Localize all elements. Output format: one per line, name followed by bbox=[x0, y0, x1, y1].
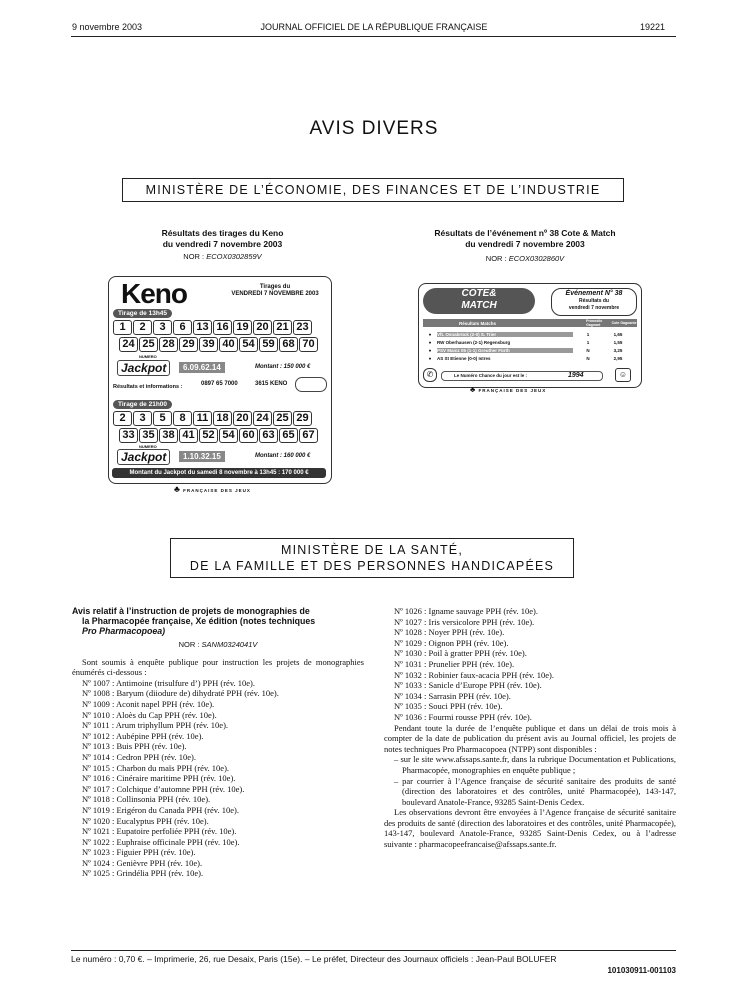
keno-number: 67 bbox=[299, 428, 318, 443]
keno-number: 68 bbox=[279, 337, 298, 352]
header-date: 9 novembre 2003 bbox=[72, 22, 143, 32]
keno-number: 3 bbox=[153, 320, 172, 335]
row-prono: N bbox=[586, 355, 590, 361]
keno-number: 52 bbox=[199, 428, 218, 443]
keno-number: 18 bbox=[213, 411, 232, 426]
keno-number: 60 bbox=[239, 428, 258, 443]
list-item: Nº 1020 : Eucalyptus PPH (rév. 10e). bbox=[82, 815, 209, 826]
keno-number: 19 bbox=[233, 320, 252, 335]
cote-match-logo-line2: MATCH bbox=[461, 300, 497, 311]
draw2-jackpot-number: 1.10.32.15 bbox=[179, 451, 225, 462]
list-item: Nº 1016 : Cinéraire maritime PPH (rév. 10e). bbox=[82, 773, 236, 784]
keno-heading-line1: Résultats des tirages du Keno bbox=[161, 228, 284, 238]
chance-number: 1994 bbox=[568, 372, 584, 379]
draw2-label: Tirage de 21h00 bbox=[113, 400, 172, 409]
cote-match-nor-code: ECOX0302860V bbox=[508, 254, 565, 263]
row-match: PSV Mainz 05 (1-1) Greuther Fürth bbox=[437, 348, 573, 353]
keno-number: 1 bbox=[113, 320, 132, 335]
journal-title: JOURNAL OFFICIEL DE LA RÉPUBLIQUE FRANÇAISE bbox=[260, 22, 488, 32]
keno-fdj-text: FRANÇAISE DES JEUX bbox=[183, 488, 251, 493]
footer-code: 101030911-001103 bbox=[607, 966, 676, 975]
row-prono: N bbox=[586, 347, 590, 353]
col-result: Résultats Matchs bbox=[459, 320, 497, 326]
list-item: Nº 1010 : Aloès du Cap PPH (rév. 10e). bbox=[82, 709, 217, 720]
ministry-economy-box: MINISTÈRE DE L’ÉCONOMIE, DES FINANCES ET DE L’INDUSTRIE bbox=[122, 178, 624, 202]
keno-number: 63 bbox=[259, 428, 278, 443]
avis-nor bbox=[72, 640, 364, 651]
avis-title-line3: Pro Pharmacopoea) bbox=[82, 626, 166, 636]
clover-icon: ♣ bbox=[174, 484, 181, 494]
cote-match-logo-line1: COTE& bbox=[461, 288, 497, 299]
keno-ticket bbox=[108, 276, 332, 484]
row-prono: 1 bbox=[586, 339, 590, 345]
keno-number: 2 bbox=[133, 320, 152, 335]
page-number: 19221 bbox=[640, 22, 666, 32]
draw1-montant: Montant : 150 000 € bbox=[255, 364, 311, 370]
avis-intro: Sont soumis à enquête publique pour instruction les projets de monographies énumérés ci-dessous : bbox=[72, 656, 364, 678]
keno-number: 59 bbox=[259, 337, 278, 352]
row-prono: 1 bbox=[586, 331, 590, 337]
keno-number: 54 bbox=[219, 428, 238, 443]
header-rule bbox=[71, 36, 676, 37]
list-item: Nº 1007 : Antimoine (trisulfure d’) PPH (rév. 10e). bbox=[82, 677, 256, 688]
cote-match-logo bbox=[423, 288, 535, 314]
monograph-list-right bbox=[384, 606, 676, 723]
draw1-row2 bbox=[119, 337, 318, 352]
cote-match-ticket bbox=[418, 283, 642, 388]
keno-number: 38 bbox=[159, 428, 178, 443]
list-item: Nº 1032 : Robinier faux-acacia PPH (rév. 10e). bbox=[394, 669, 554, 680]
row-cote: 1,55 bbox=[613, 339, 623, 345]
draw2-numero-label: NUMERO bbox=[139, 444, 157, 449]
fdj-clover-icon bbox=[295, 377, 327, 392]
keno-number: 24 bbox=[119, 337, 138, 352]
info-minitel: 3615 KENO bbox=[255, 381, 288, 387]
row-match: VfL Osnabrück (2-0) S. Trier bbox=[437, 332, 573, 337]
list-item: Nº 1034 : Sarrasin PPH (rév. 10e). bbox=[394, 690, 511, 701]
keno-nor-label: NOR : bbox=[183, 252, 205, 261]
keno-number: 24 bbox=[253, 411, 272, 426]
draw2-jackpot-logo: Jackpot bbox=[117, 449, 170, 465]
avis-title-line1: Avis relatif à l’instruction de projets de monographies de bbox=[72, 606, 310, 616]
keno-number: 33 bbox=[119, 428, 138, 443]
list-item: Nº 1012 : Aubépine PPH (rév. 10e). bbox=[82, 730, 204, 741]
draw1-row1 bbox=[113, 320, 312, 335]
keno-number: 39 bbox=[199, 337, 218, 352]
keno-logo: Keno bbox=[121, 278, 187, 309]
draw2-row1 bbox=[113, 411, 312, 426]
row-icon: ● bbox=[428, 339, 432, 345]
row-icon: ● bbox=[428, 331, 432, 337]
row-cote: 3,25 bbox=[613, 347, 623, 353]
keno-number: 65 bbox=[279, 428, 298, 443]
list-item: Nº 1036 : Fourmi rousse PPH (rév. 10e). bbox=[394, 711, 532, 722]
monograph-list-left bbox=[72, 678, 364, 879]
keno-number: 28 bbox=[159, 337, 178, 352]
list-item: Nº 1009 : Aconit napel PPH (rév. 10e). bbox=[82, 698, 215, 709]
col-cote: Cote Gagnante bbox=[611, 321, 637, 325]
keno-number: 11 bbox=[193, 411, 212, 426]
jackpot-bottom-bar: Montant du Jackpot du samedi 8 novembre à 13h45 : 170 000 € bbox=[112, 468, 326, 478]
keno-number: 70 bbox=[299, 337, 318, 352]
cote-match-fdj-logo bbox=[470, 385, 546, 394]
row-cote: 2,95 bbox=[613, 355, 623, 361]
keno-tirages-date bbox=[221, 284, 329, 298]
keno-number: 35 bbox=[139, 428, 158, 443]
row-icon: ● bbox=[428, 355, 432, 361]
keno-number: 20 bbox=[253, 320, 272, 335]
info-phone: 0897 65 7000 bbox=[201, 381, 238, 387]
list-item: Nº 1017 : Colchique d’automne PPH (rév. 10e). bbox=[82, 783, 245, 794]
list-item: Nº 1008 : Baryum (diiodure de) dihydraté PPH (rév. 10e). bbox=[82, 688, 279, 699]
list-item: Nº 1013 : Buis PPH (rév. 10e). bbox=[82, 741, 187, 752]
draw1-label: Tirage de 13h45 bbox=[113, 309, 172, 318]
list-item: Nº 1023 : Figuier PPH (rév. 10e). bbox=[82, 847, 196, 858]
keno-number: 21 bbox=[273, 320, 292, 335]
event-number: Événement N° 38 bbox=[565, 290, 623, 297]
row-cote: 1,65 bbox=[613, 331, 623, 337]
row-match: RW Oberhausen (2-1) Regensburg bbox=[437, 339, 511, 345]
list-item: Nº 1027 : Iris versicolore PPH (rév. 10e). bbox=[394, 616, 535, 627]
avis-paragraph-1: Pendant toute la durée de l’enquête publique et dans un délai de trois mois à compter de la date de publication du présent avis au Journal officiel, les projets de notes techniques Pro Pharmacopoea (NTPP) sont disponibles : bbox=[384, 722, 676, 754]
keno-number: 23 bbox=[293, 320, 312, 335]
list-item: Nº 1026 : Igname sauvage PPH (rév. 10e). bbox=[394, 606, 538, 616]
keno-number: 40 bbox=[219, 337, 238, 352]
list-item: Nº 1035 : Souci PPH (rév. 10e). bbox=[394, 701, 503, 712]
list-item: Nº 1014 : Cedron PPH (rév. 10e). bbox=[82, 751, 196, 762]
list-item: Nº 1030 : Poil à gratter PPH (rév. 10e). bbox=[394, 648, 527, 659]
keno-number: 25 bbox=[273, 411, 292, 426]
keno-tirages-line1: Tirages du bbox=[259, 284, 291, 290]
list-item: Nº 1021 : Eupatoire perfoliée PPH (rév. 10e). bbox=[82, 826, 237, 837]
ministry-health-line2: DE LA FAMILLE ET DES PERSONNES HANDICAPÉES bbox=[189, 559, 555, 573]
cote-match-nor-label: NOR : bbox=[485, 254, 507, 263]
keno-heading-line2: du vendredi 7 novembre 2003 bbox=[162, 239, 283, 249]
chance-label: Le Numéro Chance du jour est le : bbox=[454, 373, 528, 378]
draw1-numero-label: NUMERO bbox=[139, 354, 157, 359]
draw2-montant: Montant : 160 000 € bbox=[255, 453, 311, 459]
list-item: Nº 1024 : Genièvre PPH (rév. 10e). bbox=[82, 857, 203, 868]
list-item: Nº 1031 : Prunelier PPH (rév. 10e). bbox=[394, 658, 515, 669]
avis-right-column bbox=[384, 606, 676, 850]
event-line3: vendredi 7 novembre bbox=[568, 305, 620, 311]
chance-bar bbox=[441, 371, 603, 381]
page-title: AVIS DIVERS bbox=[309, 118, 439, 139]
list-item: Nº 1015 : Charbon du maïs PPH (rév. 10e). bbox=[82, 762, 230, 773]
list-item: Nº 1018 : Collinsonia PPH (rév. 10e). bbox=[82, 794, 211, 805]
list-item: Nº 1033 : Sanicle d’Europe PPH (rév. 10e). bbox=[394, 680, 542, 691]
list-item: Nº 1011 : Arum triphyllum PPH (rév. 10e). bbox=[82, 720, 229, 731]
keno-number: 3 bbox=[133, 411, 152, 426]
keno-tirages-line2: VENDREDI 7 NOVEMBRE 2003 bbox=[231, 291, 319, 297]
keno-number: 20 bbox=[233, 411, 252, 426]
keno-number: 6 bbox=[173, 320, 192, 335]
avis-bullet-2: – par courrier à l’Agence française de sécurité sanitaire des produits de santé (direction des laboratoires et des contrôles, unité Pharmacopée), 143-147, boulevard Anatole-France, 93285 Saint-Denis Cedex. bbox=[394, 775, 676, 807]
event-box bbox=[551, 288, 637, 316]
keno-number: 8 bbox=[173, 411, 192, 426]
keno-nor-code: ECOX0302859V bbox=[206, 252, 262, 261]
cote-match-nor bbox=[400, 254, 650, 263]
ministry-health-line1: MINISTÈRE DE LA SANTÉ, bbox=[281, 543, 463, 557]
table-row bbox=[423, 354, 637, 362]
avis-nor-label: NOR : bbox=[178, 640, 200, 649]
keno-fdj-logo bbox=[174, 484, 251, 494]
keno-number: 2 bbox=[113, 411, 132, 426]
footer-text: Le numéro : 0,70 €. – Imprimerie, 26, rue Desaix, Paris (15e). – Le préfet, Directeur des Journaux officiels : Jean-Paul BOLUFER bbox=[71, 954, 557, 964]
keno-number: 41 bbox=[179, 428, 198, 443]
keno-heading bbox=[110, 228, 335, 250]
row-match: AS St Etienne (0-0) Istres bbox=[437, 355, 491, 361]
avis-nor-code: SANM0324041V bbox=[201, 640, 258, 649]
keno-number: 54 bbox=[239, 337, 258, 352]
smiley-icon: ☺ bbox=[615, 368, 631, 382]
row-icon: ● bbox=[428, 347, 432, 353]
cote-match-fdj-text: FRANÇAISE DES JEUX bbox=[478, 388, 547, 393]
col-prono: Pronostic Gagnant bbox=[586, 319, 603, 327]
list-item: Nº 1025 : Grindélia PPH (rév. 10e). bbox=[82, 868, 204, 879]
avis-left-column bbox=[72, 606, 364, 879]
avis-title-line2: la Pharmacopée française, Xe édition (notes techniques bbox=[82, 616, 316, 626]
draw1-jackpot-number: 6.09.62.14 bbox=[179, 362, 225, 373]
keno-number: 5 bbox=[153, 411, 172, 426]
clover-icon: ♣ bbox=[470, 385, 477, 394]
avis-bullet-1: – sur le site www.afssaps.sante.fr, dans la rubrique Documentation et Publications, Pharmacopée, monographies en enquête publique ; bbox=[394, 754, 676, 775]
keno-number: 13 bbox=[193, 320, 212, 335]
table-row bbox=[423, 338, 637, 346]
avis-paragraph-2: Les observations devront être envoyées à l’Agence française de sécurité sanitaire des produits de santé (direction des laboratoires et des contrôles, unité Pharmacopée), 143-147, boulevard Anatole-France, 93285 Saint-Denis Cedex, ou à l’adresse suivante : pharmacopeefrancaise@afssaps.sante.fr. bbox=[384, 807, 676, 850]
keno-number: 25 bbox=[139, 337, 158, 352]
cote-match-rows bbox=[423, 330, 637, 362]
list-item: Nº 1022 : Euphraise officinale PPH (rév. 10e). bbox=[82, 836, 240, 847]
draw1-jackpot-logo: Jackpot bbox=[117, 360, 170, 376]
list-item: Nº 1019 : Erigéron du Canada PPH (rév. 10e). bbox=[82, 804, 239, 815]
cote-match-header-row bbox=[423, 319, 637, 327]
cote-match-heading bbox=[400, 228, 650, 250]
keno-number: 29 bbox=[293, 411, 312, 426]
cote-match-heading-line1: Résultats de l’événement nº 38 Cote & Match bbox=[434, 228, 616, 238]
draw2-row2 bbox=[119, 428, 318, 443]
keno-number: 29 bbox=[179, 337, 198, 352]
info-label: Résultats et informations : bbox=[113, 384, 183, 390]
list-item: Nº 1029 : Oignon PPH (rév. 10e). bbox=[394, 637, 509, 648]
keno-number: 16 bbox=[213, 320, 232, 335]
avis-title bbox=[72, 606, 364, 636]
phone-icon: ✆ bbox=[423, 368, 437, 382]
keno-nor bbox=[110, 252, 335, 261]
event-line2: Résultats du bbox=[578, 298, 609, 304]
ministry-health-box bbox=[170, 538, 574, 578]
footer-rule bbox=[71, 950, 676, 951]
list-item: Nº 1028 : Noyer PPH (rév. 10e). bbox=[394, 627, 505, 638]
cote-match-heading-line2: du vendredi 7 novembre 2003 bbox=[465, 239, 585, 249]
table-row bbox=[423, 346, 637, 354]
table-row bbox=[423, 330, 637, 338]
